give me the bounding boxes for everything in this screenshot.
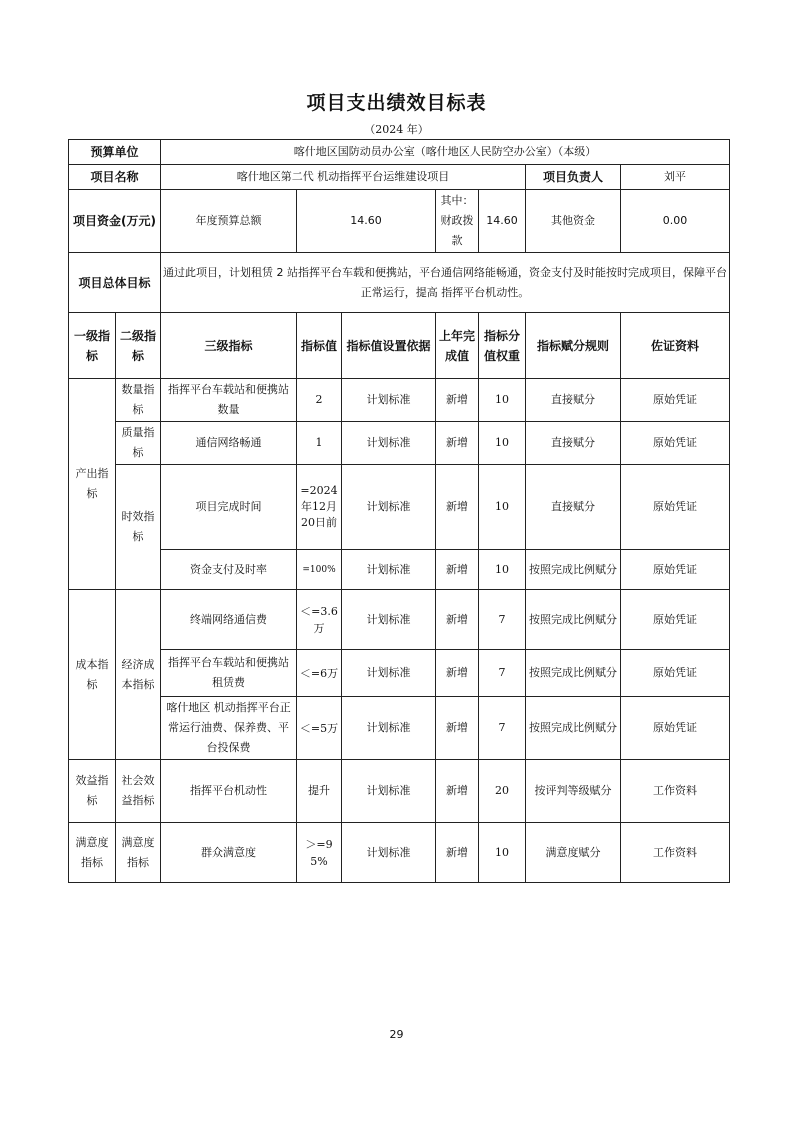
indicator-cell: 项目完成时间 [161,465,297,550]
rule-cell: 按照完成比例赋分 [526,650,621,697]
evidence-cell: 工作资料 [621,760,730,823]
table-row [69,379,730,422]
evidence-cell: 原始凭证 [621,650,730,697]
last-year-cell: 新增 [436,650,479,697]
fiscal-label: 其中：财政拨款 [436,190,479,253]
header-rule: 指标赋分规则 [526,313,621,379]
indicator-cell: 终端网络通信费 [161,590,297,650]
budget-unit-row [69,140,730,165]
header-weight: 指标分值权重 [479,313,526,379]
table-row [69,590,730,650]
weight-cell: 20 [479,760,526,823]
value-cell: 2 [297,379,342,422]
group-cost: 成本指标 [69,590,116,760]
table-row [69,650,730,697]
subgroup-social-benefit: 社会效益指标 [116,760,161,823]
value-cell: =2024年12月20日前 [297,465,342,550]
value-cell: 提升 [297,760,342,823]
subgroup-quality: 质量指标 [116,422,161,465]
subgroup-economic-cost: 经济成本指标 [116,590,161,760]
last-year-cell: 新增 [436,823,479,883]
weight-cell: 10 [479,422,526,465]
weight-cell: 10 [479,465,526,550]
evidence-cell: 原始凭证 [621,697,730,760]
rule-cell: 按照完成比例赋分 [526,590,621,650]
page-year: （2024 年） [364,123,429,136]
indicator-cell: 指挥平台机动性 [161,760,297,823]
project-name-label: 项目名称 [69,165,161,190]
table-row [69,465,730,550]
weight-cell: 10 [479,823,526,883]
basis-cell: 计划标准 [342,422,436,465]
rule-cell: 直接赋分 [526,422,621,465]
other-funds-label: 其他资金 [526,190,621,253]
page-title: 项目支出绩效目标表 [306,92,487,114]
table-row [69,550,730,590]
group-output: 产出指标 [69,379,116,590]
table-row [69,697,730,760]
basis-cell: 计划标准 [342,379,436,422]
project-name-value: 喀什地区第二代 机动指挥平台运维建设项目 [161,165,526,190]
evidence-cell: 原始凭证 [621,422,730,465]
basis-cell: 计划标准 [342,650,436,697]
project-name-row [69,165,730,190]
header-level1: 一级指标 [69,313,116,379]
indicator-cell: 通信网络畅通 [161,422,297,465]
other-funds-value: 0.00 [621,190,730,253]
table-row [69,760,730,823]
rule-cell: 直接赋分 [526,465,621,550]
evidence-cell: 原始凭证 [621,465,730,550]
basis-cell: 计划标准 [342,697,436,760]
basis-cell: 计划标准 [342,590,436,650]
goal-value: 通过此项目，计划租赁 2 站指挥平台车载和便携站，平台通信网络能畅通，资金支付及时能按时完成项目，保障平台正常运行，提高 指挥平台机动性。 [161,253,730,313]
annual-budget-value: 14.60 [297,190,436,253]
performance-table [68,139,730,883]
header-level2: 二级指标 [116,313,161,379]
evidence-cell: 工作资料 [621,823,730,883]
value-cell: =100% [297,550,342,590]
indicator-cell: 资金支付及时率 [161,550,297,590]
rule-cell: 按照完成比例赋分 [526,697,621,760]
weight-cell: 7 [479,697,526,760]
weight-cell: 7 [479,590,526,650]
subgroup-quantity: 数量指标 [116,379,161,422]
manager-label: 项目负责人 [526,165,621,190]
table-row [69,422,730,465]
indicator-cell: 指挥平台车载站和便携站数量 [161,379,297,422]
goal-row [69,253,730,313]
value-cell: ＜=5万 [297,697,342,760]
table-header-row [69,313,730,379]
basis-cell: 计划标准 [342,550,436,590]
evidence-cell: 原始凭证 [621,550,730,590]
funds-label: 项目资金(万元) [69,190,161,253]
group-satisfaction: 满意度指标 [69,823,116,883]
value-cell: ＜=6万 [297,650,342,697]
header-last-year: 上年完成值 [436,313,479,379]
weight-cell: 10 [479,379,526,422]
header-value: 指标值 [297,313,342,379]
rule-cell: 按照完成比例赋分 [526,550,621,590]
last-year-cell: 新增 [436,590,479,650]
rule-cell: 按评判等级赋分 [526,760,621,823]
fiscal-value: 14.60 [479,190,526,253]
budget-unit-label: 预算单位 [69,140,161,165]
group-benefit: 效益指标 [69,760,116,823]
last-year-cell: 新增 [436,422,479,465]
last-year-cell: 新增 [436,550,479,590]
basis-cell: 计划标准 [342,465,436,550]
header-basis: 指标值设置依据 [342,313,436,379]
value-cell: ＜=3.6万 [297,590,342,650]
subgroup-satisfaction: 满意度指标 [116,823,161,883]
page-number: 29 [389,1028,404,1041]
indicator-cell: 指挥平台车载站和便携站租赁费 [161,650,297,697]
budget-unit-value: 喀什地区国防动员办公室（喀什地区人民防空办公室）（本级） [161,140,730,165]
table-row [69,823,730,883]
rule-cell: 满意度赋分 [526,823,621,883]
weight-cell: 10 [479,550,526,590]
indicator-cell: 喀什地区 机动指挥平台正常运行油费、保养费、平台投保费 [161,697,297,760]
funds-row [69,190,730,253]
value-cell: ＞=95% [297,823,342,883]
header-evidence: 佐证资料 [621,313,730,379]
last-year-cell: 新增 [436,697,479,760]
value-cell: 1 [297,422,342,465]
basis-cell: 计划标准 [342,760,436,823]
indicator-cell: 群众满意度 [161,823,297,883]
last-year-cell: 新增 [436,465,479,550]
weight-cell: 7 [479,650,526,697]
manager-value: 刘平 [621,165,730,190]
rule-cell: 直接赋分 [526,379,621,422]
basis-cell: 计划标准 [342,823,436,883]
last-year-cell: 新增 [436,379,479,422]
evidence-cell: 原始凭证 [621,590,730,650]
header-level3: 三级指标 [161,313,297,379]
evidence-cell: 原始凭证 [621,379,730,422]
annual-budget-label: 年度预算总额 [161,190,297,253]
subgroup-timeliness: 时效指标 [116,465,161,590]
last-year-cell: 新增 [436,760,479,823]
goal-label: 项目总体目标 [69,253,161,313]
